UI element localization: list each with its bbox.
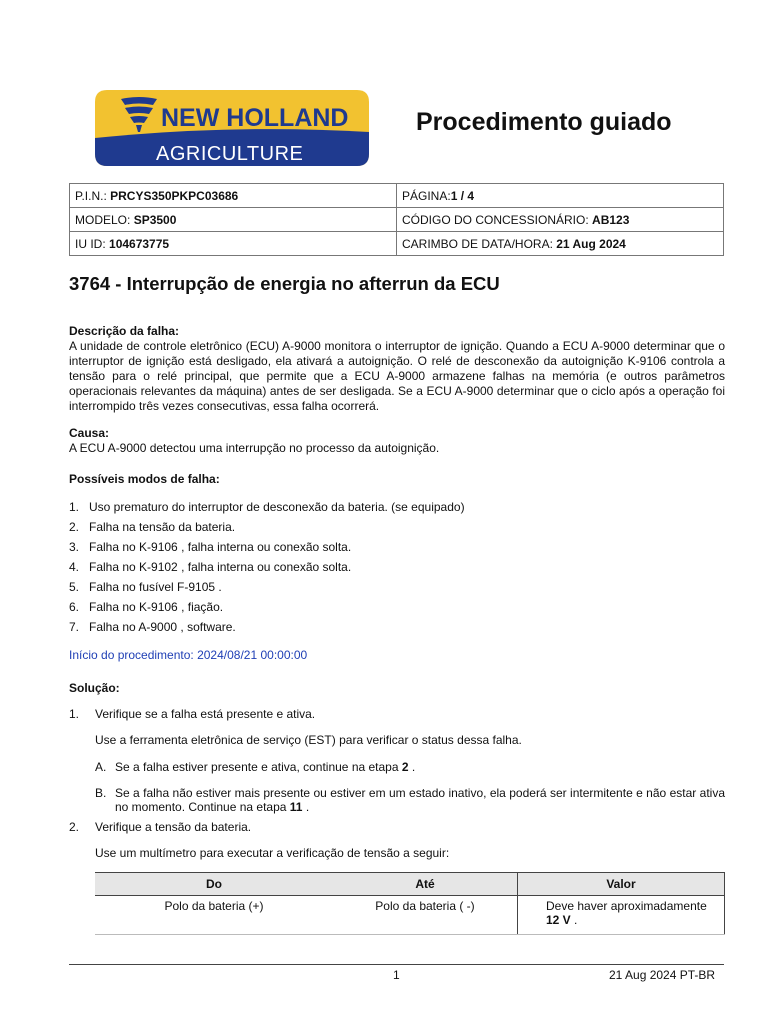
step-2-number: 2.: [69, 820, 80, 834]
step-1-title: Verifique se a falha está presente e ativa.: [95, 707, 316, 721]
list-item: 3. Falha no K-9106 , falha interna ou conexão solta.: [69, 540, 352, 554]
footer-page-number: 1: [393, 968, 400, 982]
step-2-text: Use um multímetro para executar a verificação de tensão a seguir:: [95, 846, 450, 860]
svg-text:NEW HOLLAND: NEW HOLLAND: [161, 104, 349, 132]
page-title: Procedimento guiado: [416, 108, 672, 136]
procedure-start-link[interactable]: Início do procedimento: 2024/08/21 00:00:00: [69, 648, 308, 662]
cause-text: A ECU A-9000 detectou uma interrupção no processo da autoignição.: [69, 441, 440, 455]
new-holland-logo: [93, 88, 371, 168]
footer-divider: [69, 964, 724, 965]
iu-id-cell: IU ID: 104673775: [70, 232, 397, 256]
fault-title: 3764 - Interrupção de energia no afterrun da ECU: [69, 273, 500, 294]
failure-modes-list: [69, 497, 719, 637]
description-heading: Descrição da falha:: [69, 324, 180, 338]
table-row: [95, 896, 725, 935]
description-text: A unidade de controle eletrônico (ECU) A-9000 monitora o interruptor de ignição. Quando a ECU A-9000 determinar que o interruptor de ignição está desligado, ela ativará a autoignição. O relé de desconexão da autoignição K-9106 controla a tensão para o relé principal, que permite que a ECU A-9000 armazene falhas na memória (e outros parâmetros operacionais relevantes da máquina) antes de ser desligada. Se a ECU A-9000 determinar que o ciclo após a operação foi interrompido três vezes consecutivas, essa falha ocorrerá.: [69, 339, 725, 413]
list-item: 7. Falha no A-9000 , software.: [69, 620, 236, 634]
cause-section: [69, 426, 725, 456]
dealer-code-cell: CÓDIGO DO CONCESSIONÁRIO: AB123: [397, 208, 724, 232]
info-table: [69, 183, 724, 256]
cause-heading: Causa:: [69, 426, 110, 440]
footer-date: 21 Aug 2024 PT-BR: [609, 968, 716, 982]
step-1-text: Use a ferramenta eletrônica de serviço (EST) para verificar o status dessa falha.: [95, 733, 522, 747]
voltage-check-table: [95, 872, 725, 935]
step-1-option-b: B. Se a falha não estiver mais presente ou estiver em um estado inativo, ela poderá ser intermitente e não estar ativa no momento. Continue na etapa 11 .: [95, 786, 725, 814]
cell-to: Polo da bateria ( -): [333, 896, 518, 935]
cell-value: Deve haver aproximadamente 12 V .: [518, 896, 725, 935]
step-2-link[interactable]: 2: [401, 760, 409, 774]
list-item: 4. Falha no K-9102 , falha interna ou conexão solta.: [69, 560, 352, 574]
step-11-link[interactable]: 11: [289, 800, 303, 814]
timestamp-cell: CARIMBO DE DATA/HORA: 21 Aug 2024: [397, 232, 724, 256]
model-cell: MODELO: SP3500: [70, 208, 397, 232]
step-2-title: Verifique a tensão da bateria.: [95, 820, 252, 834]
cell-from: Polo da bateria (+): [95, 896, 333, 935]
step-1-number: 1.: [69, 707, 80, 721]
column-header-to: Até: [333, 873, 518, 896]
list-item: 5. Falha no fusível F-9105 .: [69, 580, 222, 594]
list-item: 2. Falha na tensão da bateria.: [69, 520, 236, 534]
step-1-option-a: A. Se a falha estiver presente e ativa, continue na etapa 2 .: [95, 760, 416, 774]
fault-description: [69, 324, 725, 414]
list-item: 1. Uso prematuro do interruptor de desconexão da bateria. (se equipado): [69, 500, 465, 514]
solution-heading: Solução:: [69, 681, 120, 695]
column-header-from: Do: [95, 873, 333, 896]
list-item: 6. Falha no K-9106 , fiação.: [69, 600, 224, 614]
pin-cell: P.I.N.: PRCYS350PKPC03686: [70, 184, 397, 208]
svg-text:AGRICULTURE: AGRICULTURE: [156, 143, 304, 165]
page-cell: PÁGINA:1 / 4: [397, 184, 724, 208]
column-header-value: Valor: [518, 873, 725, 896]
failure-modes-heading: Possíveis modos de falha:: [69, 472, 220, 486]
